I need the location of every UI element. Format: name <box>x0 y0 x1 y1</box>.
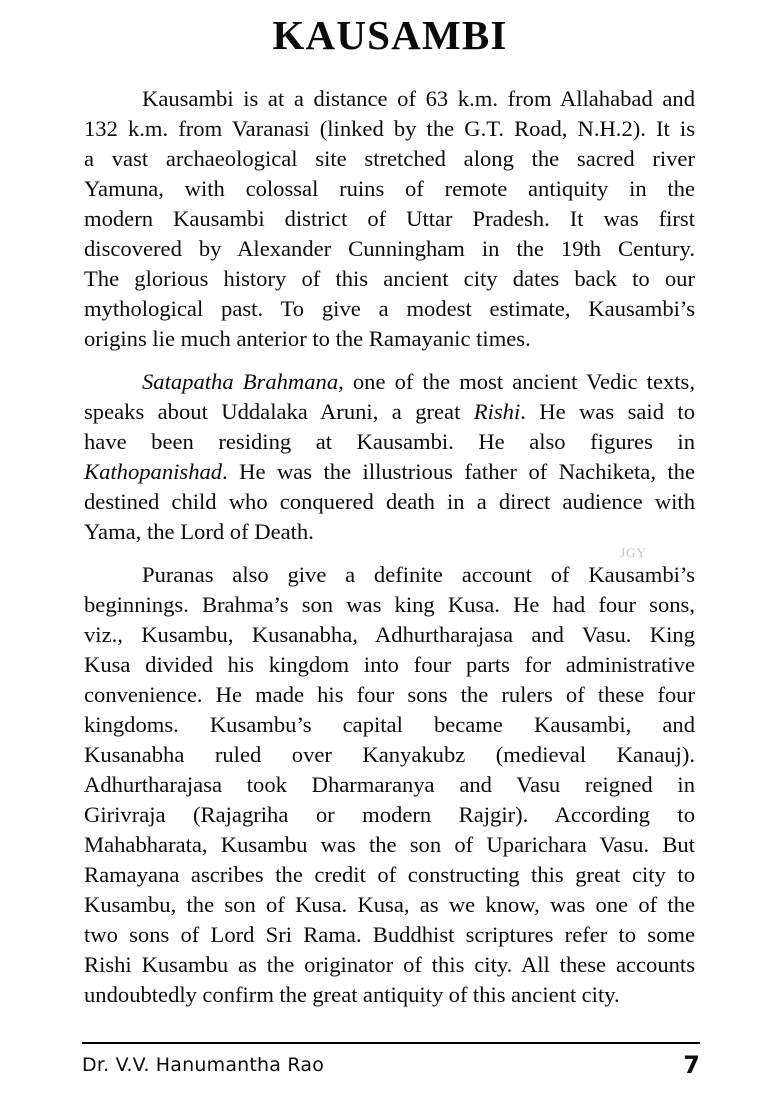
text-line: 132 k.m. from Varanasi (linked by the G.T. Road, N.H.2). It is <box>84 116 695 141</box>
page-number: 7 <box>683 1051 700 1079</box>
text-line: Mahabharata, Kusambu was the son of Uparichara Vasu. But <box>84 832 695 857</box>
scan-smudge-artifact: JGY <box>620 545 647 560</box>
text-line: Kusa divided his kingdom into four parts for administrative <box>84 652 695 677</box>
text-line: Ramayana ascribes the credit of constructing this great city to <box>84 862 695 887</box>
page-footer <box>82 1048 700 1082</box>
paragraph-2 <box>84 367 695 547</box>
text-line: Kausambi is at a distance of 63 k.m. from Allahabad and <box>142 86 695 111</box>
text-line: Kathopanishad. He was the illustrious father of Nachiketa, the <box>84 459 695 484</box>
text-line: Yamuna, with colossal ruins of remote antiquity in the <box>84 176 695 201</box>
text-line: beginnings. Brahma’s son was king Kusa. He had four sons, <box>84 592 695 617</box>
text-line: have been residing at Kausambi. He also figures in <box>84 429 695 454</box>
paragraph-1 <box>84 84 695 354</box>
text-line: undoubtedly confirm the great antiquity of this ancient city. <box>84 982 620 1007</box>
book-title-satapatha-brahmana: Satapatha Brahmana, <box>142 369 344 394</box>
text-line: two sons of Lord Sri Rama. Buddhist scriptures refer to some <box>84 922 695 947</box>
text-line: Satapatha Brahmana, one of the most ancient Vedic texts, <box>142 369 696 394</box>
page-title: KAUSAMBI <box>272 12 508 58</box>
text-line: viz., Kusambu, Kusanabha, Adhurtharajasa and Vasu. King <box>84 622 695 647</box>
footer-divider <box>82 1042 700 1044</box>
text-line: Kusanabha ruled over Kanyakubz (medieval Kanauj). <box>84 742 695 767</box>
book-title-kathopanishad: Kathopanishad <box>84 459 223 484</box>
text-line: destined child who conquered death in a direct audience with <box>84 489 695 514</box>
text-line: modern Kausambi district of Uttar Pradesh. It was first <box>84 206 695 231</box>
text-line: speaks about Uddalaka Aruni, a great Rishi. He was said to <box>84 399 695 424</box>
text-line: mythological past. To give a modest estimate, Kausambi’s <box>84 296 695 321</box>
text-line: convenience. He made his four sons the rulers of these four <box>84 682 695 707</box>
paragraph-3 <box>84 560 695 1010</box>
text-line: kingdoms. Kusambu’s capital became Kausambi, and <box>84 712 695 737</box>
text-line: Girivraja (Rajagriha or modern Rajgir). According to <box>84 802 695 827</box>
text-line: The glorious history of this ancient city dates back to our <box>84 266 695 291</box>
body-text-block <box>84 84 695 1010</box>
footer-author-name: Dr. V.V. Hanumantha Rao <box>82 1054 325 1076</box>
text-line: discovered by Alexander Cunningham in the 19th Century. <box>84 236 695 261</box>
text-line: a vast archaeological site stretched along the sacred river <box>84 146 695 171</box>
text-line: Kusambu, the son of Kusa. Kusa, as we know, was one of the <box>84 892 695 917</box>
text-line: origins lie much anterior to the Ramayanic times. <box>84 326 531 351</box>
text-line: Rishi Kusambu as the originator of this city. All these accounts <box>84 952 695 977</box>
text-line: Adhurtharajasa took Dharmaranya and Vasu reigned in <box>84 772 695 797</box>
text-line: Puranas also give a definite account of Kausambi’s <box>142 562 695 587</box>
term-rishi: Rishi <box>473 399 521 424</box>
text-line: Yama, the Lord of Death. <box>84 519 314 544</box>
